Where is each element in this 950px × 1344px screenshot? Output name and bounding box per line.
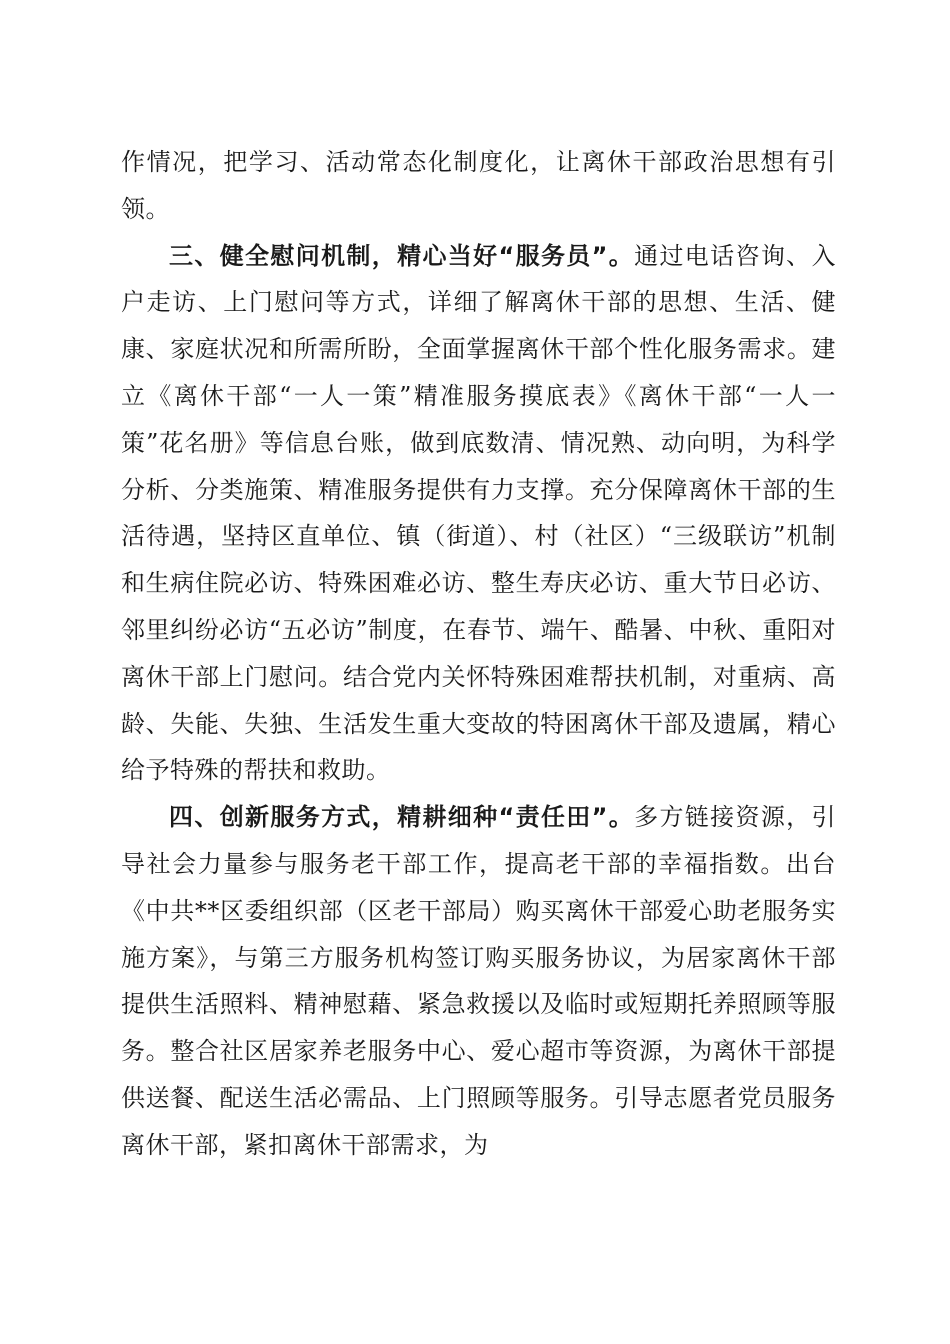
section-heading: 四、创新服务方式，精耕细种“责任田”。 [169, 803, 635, 832]
paragraph-continuation [121, 139, 836, 233]
paragraph-section-four [121, 794, 836, 1168]
paragraph-section-three [121, 233, 836, 795]
paragraph-body: 多方链接资源，引导社会力量参与服务老干部工作，提高老干部的幸福指数。出台《中共**区委组织部（区老干部局）购买离休干部爱心助老服务实施方案》，与第三方服务机构签订购买服务协议，为居家离休干部提供生活照料、精神慰藉、紧急救援以及临时或短期托养照顾等服务。整合社区居家养老服务中心、爱心超市等资源，为离休干部提供送餐、配送生活必需品、上门照顾等服务。引导志愿者党员服务离休干部，紧扣离休干部需求，为 [121, 803, 837, 1159]
paragraph-body: 通过电话咨询、入户走访、上门慰问等方式，详细了解离休干部的思想、生活、健康、家庭状况和所需所盼，全面掌握离休干部个性化服务需求。建立《离休干部“一人一策”精准服务摸底表》《离休干部“一人一策”花名册》等信息台账，做到底数清、情况熟、动向明，为科学分析、分类施策、精准服务提供有力支撑。充分保障离休干部的生活待遇，坚持区直单位、镇（街道）、村（社区）“三级联访”机制和生病住院必访、特殊困难必访、整生寿庆必访、重大节日必访、邻里纠纷必访“五必访”制度，在春节、端午、酷暑、中秋、重阳对离休干部上门慰问。结合党内关怀特殊困难帮扶机制，对重病、高龄、失能、失独、生活发生重大变故的特困离休干部及遗属，精心给予特殊的帮扶和救助。 [121, 241, 837, 785]
paragraph-body: 作情况，把学习、活动常态化制度化，让离休干部政治思想有引领。 [121, 148, 836, 223]
document-page [121, 139, 836, 1169]
section-heading: 三、健全慰问机制，精心当好“服务员”。 [169, 241, 635, 270]
